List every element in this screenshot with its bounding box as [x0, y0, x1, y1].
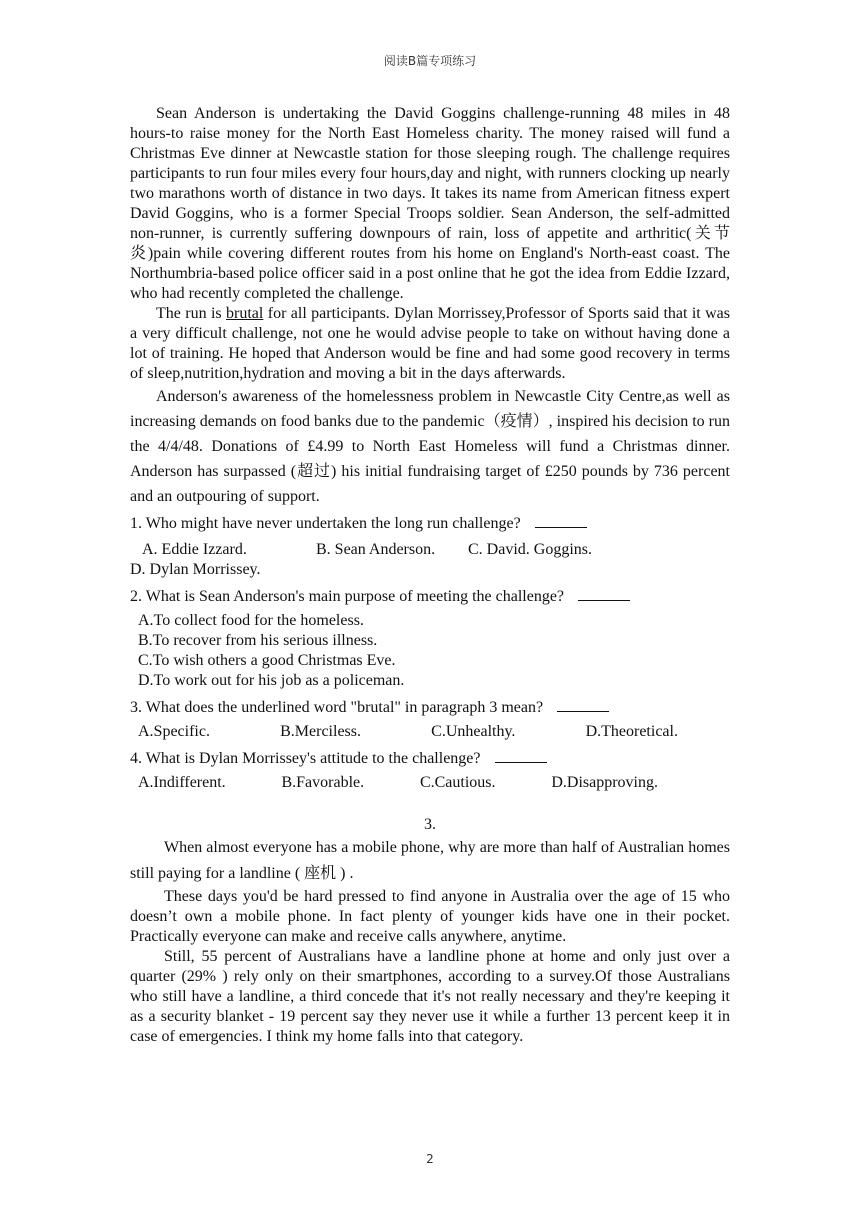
section-number: 3.: [424, 816, 436, 833]
page-header: 阅读B篇专项练习: [383, 54, 477, 68]
option-d: D.Theoretical.: [585, 723, 678, 740]
answer-blank: [495, 748, 547, 763]
option-a: A.Indifferent.: [138, 774, 226, 791]
answer-blank: [578, 586, 630, 601]
option-d: D. Dylan Morrissey.: [130, 561, 261, 578]
option-b: B.Merciless.: [280, 723, 361, 740]
p2-text-after: for all participants. Dylan Morrissey,Professor of Sports said that it was a very difficult challenge, not one he would advise people to take on without having done a lot of training. He hoped that Anderson would be fine and had some good recovery in terms of sleep,nutrition,hydration and moving a bit in the days afterwards.: [130, 305, 731, 382]
option-c: C.Unhealthy.: [431, 723, 516, 740]
question-3: [130, 697, 730, 718]
answer-blank: [557, 697, 609, 712]
option-a: A. Eddie Izzard.: [142, 541, 247, 558]
answer-blank: [535, 513, 587, 528]
question-4: [130, 748, 730, 769]
question-1: [130, 513, 730, 534]
option-c: C. David. Goggins.: [468, 541, 592, 558]
option-b: B.Favorable.: [281, 774, 365, 791]
passage2-paragraph-3: Still, 55 percent of Australians have a landline phone at home and only just over a quarter (29% ) rely only on their smartphones, according to a survey.Of those Australians who still have a landline, a third concede that it's not really necessary and they're keeping it as a security blanket - 19 percent say they never use it while a further 13 percent keep it in case of emergencies. I think my home falls into that category.: [130, 948, 730, 1045]
option-c: C.Cautious.: [419, 774, 496, 791]
option-b: B.To recover from his serious illness.: [138, 632, 378, 649]
option-c: C.To wish others a good Christmas Eve.: [138, 652, 396, 669]
question-stem: 4. What is Dylan Morrissey's attitude to the challenge?: [130, 750, 481, 767]
question-2: [130, 586, 730, 607]
option-a: A.To collect food for the homeless.: [138, 612, 364, 629]
option-d: D.To work out for his job as a policeman.: [138, 672, 405, 689]
p2-text-before: The run is: [156, 305, 227, 322]
question-4-options: [138, 773, 658, 793]
option-b: B. Sean Anderson.: [316, 541, 436, 558]
question-1-options: [130, 540, 730, 580]
question-stem: 2. What is Sean Anderson's main purpose of meeting the challenge?: [130, 588, 565, 605]
passage1-paragraph-1: Sean Anderson is undertaking the David Goggins challenge-running 48 miles in 48 hours-to raise money for the North East Homeless charity. The money raised will fund a Christmas Eve dinner at Newcastle station for those sleeping rough. The challenge requires participants to run four miles every four hours,day and night, with runners clocking up nearly two marathons worth of distance in two days. It takes its name from American fitness expert David Goggins, who is a former Special Troops soldier. Sean Anderson, the self-admitted non-runner, is currently suffering downpours of rain, loss of appetite and arthritic(关节炎)pain while covering different routes from his home on England's North-east coast. The Northumbria-based police officer said in a post online that he got the idea from Eddie Izzard, who had recently completed the challenge.: [130, 105, 731, 302]
underlined-word-brutal: brutal: [226, 305, 264, 322]
passage1-paragraph-2: [130, 304, 730, 384]
question-stem: 3. What does the underlined word "brutal" in paragraph 3 mean?: [130, 699, 544, 716]
passage1-paragraph-3: Anderson's awareness of the homelessness problem in Newcastle City Centre,as well as increasing demands on food banks due to the pandemic（疫情）, inspired his decision to run the 4/4/48. Donations of £4.99 to North East Homeless will fund a Christmas dinner. Anderson has surpassed (超过) his initial fundraising target of £250 pounds by 736 percent and an outpouring of support.: [130, 388, 730, 505]
question-3-options: [138, 722, 678, 742]
passage2-paragraph-2: These days you'd be hard pressed to find anyone in Australia over the age of 15 who doesn’t own a mobile phone. In fact plenty of younger kids have one in their pocket. Practically everyone can make and receive calls anywhere, anytime.: [130, 888, 730, 945]
question-stem: 1. Who might have never undertaken the long run challenge?: [130, 515, 521, 532]
page-number: 2: [426, 1152, 434, 1166]
page-content: [130, 104, 730, 1047]
option-a: A.Specific.: [138, 723, 210, 740]
passage2-paragraph-1: When almost everyone has a mobile phone, why are more than half of Australian homes still paying for a landline ( 座机 ) .: [130, 839, 730, 882]
option-d: D.Disapproving.: [551, 774, 658, 791]
